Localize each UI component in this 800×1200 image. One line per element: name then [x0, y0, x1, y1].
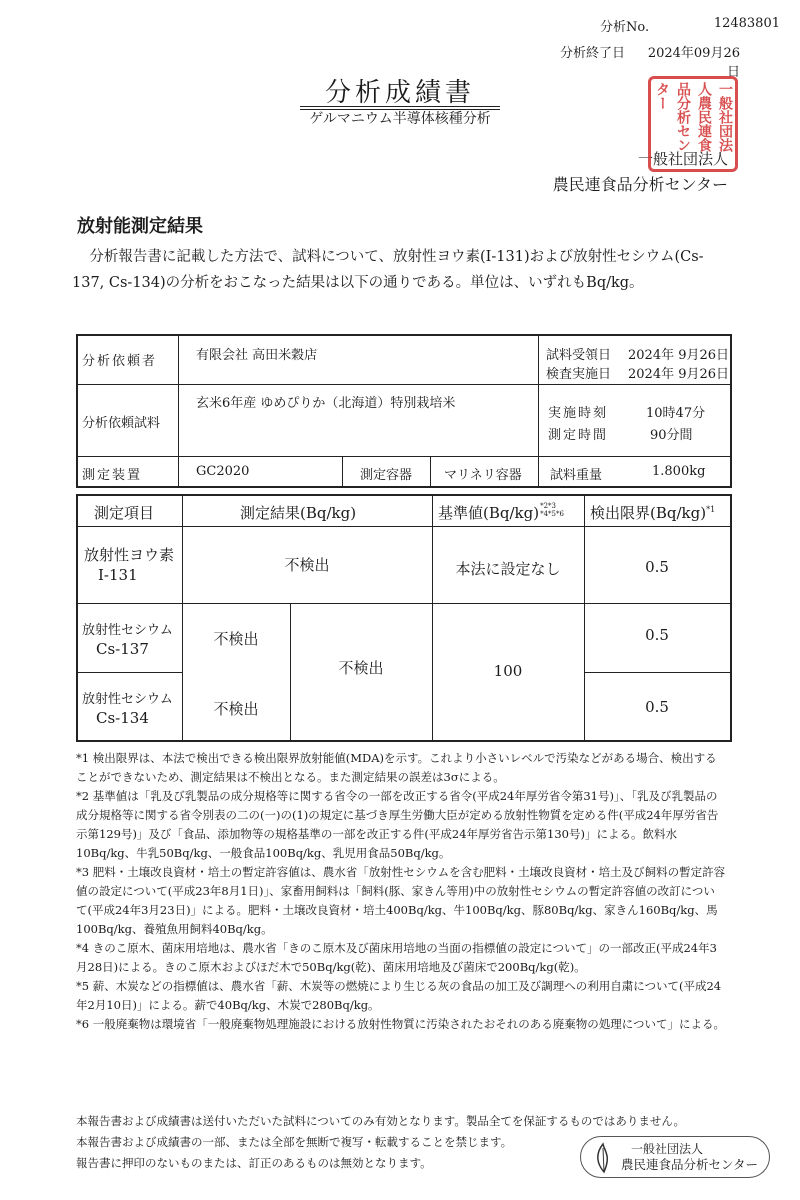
cs137-limit: 0.5 — [645, 626, 669, 644]
time-value: 10時47分 — [646, 406, 706, 421]
section-title: 放射能測定結果 — [77, 216, 203, 237]
organization-name: 農民連食品分析センター — [552, 175, 728, 194]
weight-label: 試料重量 — [550, 468, 603, 483]
header-standard-note-ref-2: *4*5*6 — [540, 510, 564, 518]
requester-label: 分析依頼者 — [82, 354, 158, 369]
footnote-4: *4 きのこ原木、菌床用培地は、農水省「きのこ原木及び菌床用培地の当面の指標値の設定について」の一部改正(平成24年3月28日)による。きのこ原木およびほだ木で50Bq/kg(乾)、菌床用培地及び菌床で200Bq/kg(乾)。 — [76, 941, 717, 974]
disclaimer-3: 報告書に押印のないものまたは、訂正のあるものは無効となります。 — [76, 1156, 432, 1170]
footnotes — [76, 749, 726, 1034]
weight-value: 1.800kg — [652, 464, 706, 479]
time-label: 実施時刻 — [548, 406, 609, 421]
seal-text-col4: ター — [654, 82, 670, 110]
cesium-total-result: 不検出 — [338, 659, 384, 677]
cs134-name: 放射性セシウム — [82, 692, 173, 707]
footnote-2: *2 基準値は「乳及び乳製品の成分規格等に関する省令の一部を改正する省令(平成24年厚労省令第31号)」、「乳及び乳製品の成分規格等に関する省令別表の二の(一)の(1)の規定に基づき厚生労働大臣が定める放射性物質を定める件(平成24年厚労省告示第129号)」及び「食品、添加物等の規格基準の一部を改正する件(平成24年厚労省告示第130号)」による。飲料水10Bq/kg、牛乳50Bq/kg、一般食品100Bq/kg、乳児用食品50Bq/kg。 — [76, 789, 719, 860]
duration-value: 90分間 — [650, 428, 693, 443]
cs134-code: Cs-134 — [96, 709, 149, 727]
iodine-limit: 0.5 — [645, 558, 669, 576]
cs137-result: 不検出 — [213, 630, 259, 648]
iodine-result: 不検出 — [284, 556, 330, 574]
container-label: 測定容器 — [360, 468, 413, 483]
footnote-3: *3 肥料・土壌改良資材・培土の暫定許容値は、農水省「放射性セシウムを含む肥料・土壌改良資材・培土及び飼料の暫定許容値の設定について(平成23年8月1日)」、家畜用飼料は「飼料(豚、家きん等用)中の放射性セシウムの暫定許容値の改訂について(平成24年3月23日)」による。肥料・土壌改良資材・培土400Bq/kg、牛100Bq/kg、豚80Bq/kg、家きん160Bq/kg、馬100Bq/kg、養殖魚用飼料40Bq/kg。 — [76, 865, 726, 936]
seal-text-col1: 一般社団法 — [717, 82, 733, 152]
footnote-6: *6 一般廃棄物は環境省「一般廃棄物処理施設における放射性物質に汚染されたおそれのある廃棄物の処理について」による。 — [76, 1017, 725, 1031]
document-title: 分析成績書 — [324, 78, 475, 108]
header-limit-text: 検出限界(Bq/kg) — [590, 504, 707, 522]
sample-value: 玄米6年産 ゆめぴりか（北海道）特別栽培米 — [196, 396, 456, 411]
header-standard-text: 基準値(Bq/kg) — [438, 504, 540, 522]
header-result: 測定結果(Bq/kg) — [240, 504, 357, 522]
cs134-limit: 0.5 — [645, 698, 669, 716]
cesium-standard: 100 — [493, 662, 523, 680]
received-label: 試料受領日 — [546, 348, 612, 363]
received-value: 2024年 9月26日 — [628, 348, 730, 363]
header-standard — [438, 502, 564, 523]
sample-label: 分析依頼試料 — [82, 416, 161, 431]
analysis-number-value: 12483801 — [713, 16, 780, 31]
disclaimer-1: 本報告書および成績書は送付いただいた試料についてのみ有効となります。製品全てを保証するものではありません。 — [76, 1114, 686, 1128]
intro-paragraph: 分析報告書に記載した方法で、試料について、放射性ヨウ素(I-131)および放射性セシウム(Cs-137, Cs-134)の分析をおこなった結果は以下の通りである。単位は、いずれもBq/kg。 — [72, 249, 704, 291]
duration-label: 測定時間 — [548, 428, 609, 443]
analysis-number-label: 分析No. — [600, 20, 650, 35]
header-standard-note-ref-1: *2*3 — [540, 502, 556, 510]
cs137-name: 放射性セシウム — [82, 623, 173, 638]
document-subtitle: ゲルマニウム半導体核種分析 — [309, 111, 491, 127]
header-limit — [590, 502, 715, 523]
device-value: GC2020 — [196, 464, 250, 479]
container-value: マリネリ容器 — [444, 468, 522, 483]
cs134-result: 不検出 — [213, 700, 259, 718]
footer-logo-line1: 一般社団法人 — [631, 1142, 704, 1156]
seal-text-col3: 品分析セン — [675, 82, 691, 152]
footnote-1: *1 検出限界は、本法で検出できる検出限界放射能値(MDA)を示す。これより小さいレベルで汚染などがある場合、検出することができないため、測定結果は不検出となる。また測定結果の誤差は3σによる。 — [76, 751, 717, 784]
seal-text-col2: 人農民連食 — [696, 82, 712, 152]
iodine-standard: 本法に設定なし — [455, 560, 561, 578]
organization-type: 一般社団法人 — [637, 150, 728, 168]
disclaimer-2: 本報告書および成績書の一部、または全部を無断で複写・転載することを禁じます。 — [76, 1135, 513, 1149]
cs137-code: Cs-137 — [96, 640, 149, 658]
device-label: 測定装置 — [82, 468, 143, 483]
header-limit-note-ref: *1 — [706, 505, 716, 514]
iodine-code: I-131 — [98, 566, 138, 584]
requester-value: 有限会社 高田米穀店 — [196, 348, 318, 363]
tested-label: 検査実施日 — [546, 367, 612, 382]
header-item: 測定項目 — [94, 504, 155, 522]
analysis-end-label: 分析終了日 — [560, 46, 626, 61]
footer-logo — [580, 1136, 770, 1178]
iodine-name: 放射性ヨウ素 — [84, 546, 175, 564]
leaf-icon — [591, 1140, 617, 1174]
analysis-end-value: 2024年09月26日 — [647, 46, 740, 80]
tested-value: 2024年 9月26日 — [628, 367, 730, 382]
footnote-5: *5 薪、木炭などの指標値は、農水省「薪、木炭等の燃焼により生じる灰の食品の加工及び調理への利用自粛について(平成24年2月10日)」による。薪で40Bq/kg、木炭で280Bq/kg。 — [76, 979, 722, 1012]
footer-logo-line2: 農民連食品分析センター — [621, 1157, 759, 1172]
